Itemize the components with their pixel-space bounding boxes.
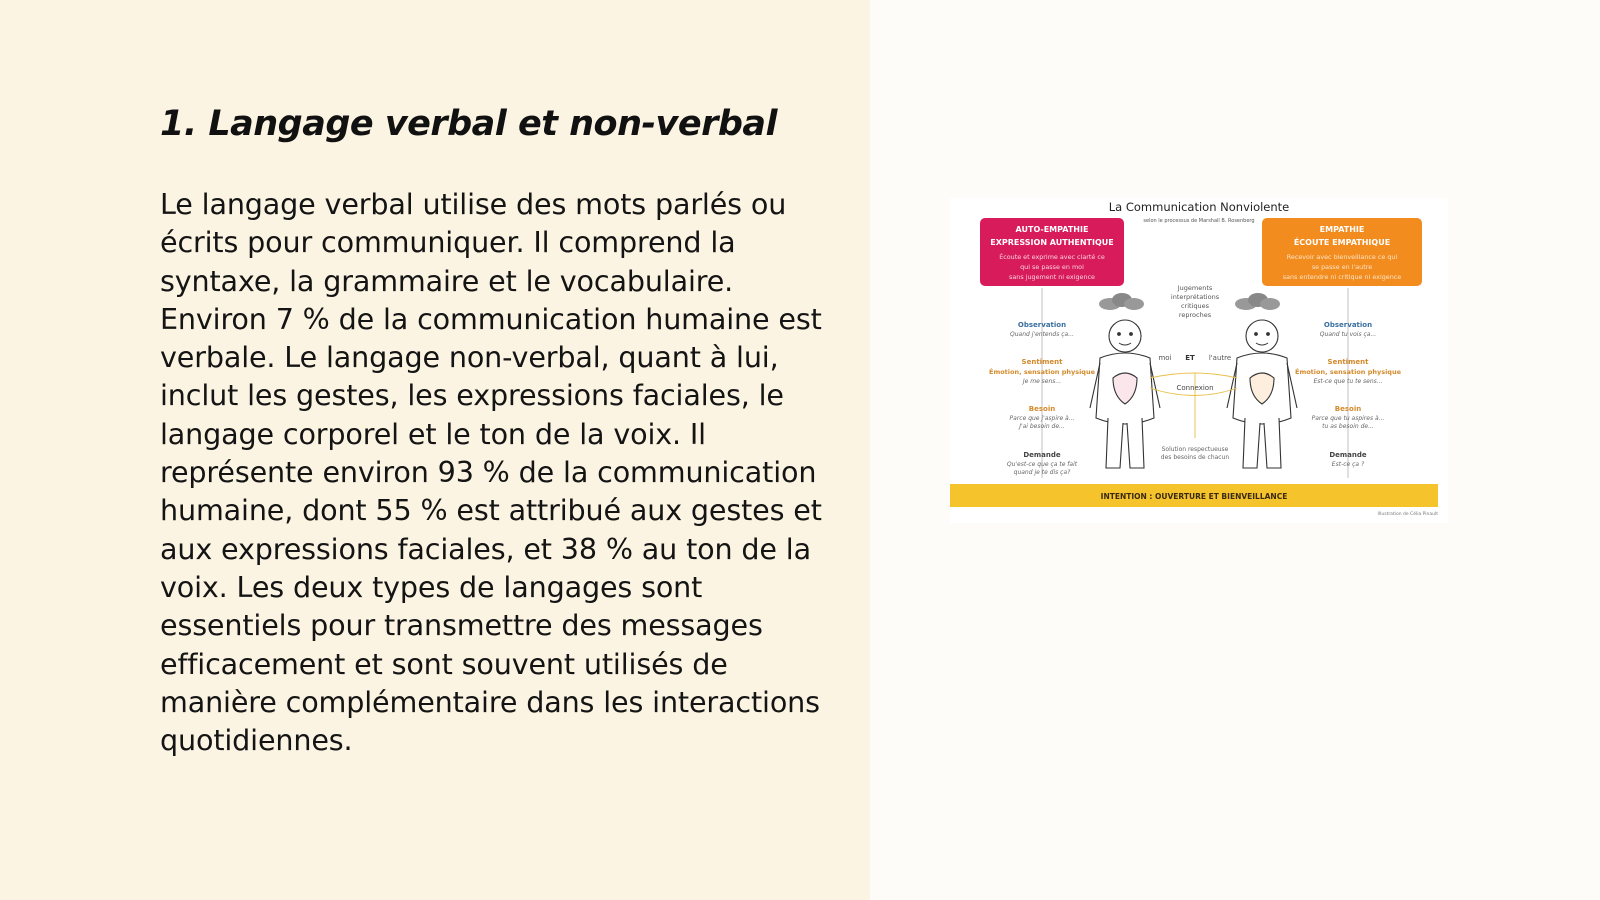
center-top-3: critiques [1180,302,1210,310]
left-observation-sub: Quand j'entends ça... [1010,331,1074,338]
left-box-desc-2: qui se passe en moi [1020,263,1084,271]
left-besoin-sub3: J'ai besoin de... [1019,423,1065,430]
expression-authentique-title: EXPRESSION AUTHENTIQUE [990,238,1114,247]
moi-label: moi [1158,354,1172,362]
right-box-desc-2: se passe en l'autre [1311,263,1373,271]
left-sentiment-sub2: Émotion, sensation physique [989,368,1095,376]
right-demande-head: Demande [1329,451,1367,459]
auto-empathie-title: AUTO-EMPATHIE [1015,225,1089,234]
ecoute-empathique-title: ÉCOUTE EMPATHIQUE [1293,238,1391,247]
left-sentiment-head: Sentiment [1021,358,1063,366]
right-observation-sub: Quand tu vois ça... [1319,331,1377,338]
autre-label: l'autre [1208,354,1232,362]
slide-body-text: Le langage verbal utilise des mots parlés ou écrits pour communiquer. Il comprend la syntaxe, la grammaire et le vocabulaire. Environ 7 % de la communication humaine est verbale. Le langage non-verbal, quant à lui, inclut les gestes, les expressions faciales, le langage corporel et le ton de la voix. Il représente environ 93 % de la communication humaine, dont 55 % est attribué aux gestes et aux expressions faciales, et 38 % au ton de la voix. Les deux types de langages sont essentiels pour transmettre des messages efficacement et sont souvent utilisés de manière complémentaire dans les interactions quotidiennes. [160,187,822,758]
empathie-title: EMPATHIE [1319,225,1365,234]
solution-line-2: des besoins de chacun [1160,454,1230,461]
left-besoin-head: Besoin [1028,405,1056,413]
figure-title: La Communication Nonviolente [1108,200,1290,214]
center-top-1: Jugements [1177,284,1213,292]
illustration-credit: Illustration de Célia Pinault [1377,512,1438,517]
right-box-desc-3: sans entendre ni critique ni exigence [1282,273,1402,281]
center-top-2: interprétations [1170,293,1220,301]
left-box-desc-3: sans jugement ni exigence [1009,273,1095,281]
right-demande-sub: Est-ce ça ? [1331,461,1365,468]
cnv-illustration [950,198,1448,523]
right-sentiment-sub2: Émotion, sensation physique [1295,368,1401,376]
left-demande-head: Demande [1023,451,1061,459]
left-box-desc-1: Écoute et exprime avec clarté ce [999,253,1105,261]
right-sentiment-head: Sentiment [1327,358,1369,366]
intention-banner-text: INTENTION : OUVERTURE ET BIENVEILLANCE [1100,492,1288,501]
connexion-label: Connexion [1176,384,1214,392]
right-besoin-sub3: tu as besoin de... [1322,423,1374,430]
figure-subtitle: selon le processus de Marshall B. Rosenberg [1143,218,1255,224]
center-top-4: reproches [1178,311,1212,319]
left-sentiment-sub: Je me sens... [1022,378,1062,385]
right-box-desc-1: Recevoir avec bienveillance ce qui [1286,253,1398,261]
left-demande-sub3: quand je te dis ça? [1013,469,1071,476]
right-besoin-head: Besoin [1334,405,1362,413]
et-label: ET [1185,354,1195,362]
solution-line-1: Solution respectueuse [1161,446,1229,453]
right-sentiment-sub: Est-ce que tu te sens... [1313,378,1383,385]
slide-title: 1. Langage verbal et non-verbal [160,104,778,144]
right-besoin-sub: Parce que tu aspires à... [1311,415,1385,422]
cnv-illustration-svg [950,198,1448,523]
left-besoin-sub: Parce que j'aspire à... [1009,415,1075,422]
left-observation-head: Observation [1017,321,1067,329]
left-demande-sub: Qu'est-ce que ça te fait [1006,461,1078,468]
right-observation-head: Observation [1323,321,1373,329]
